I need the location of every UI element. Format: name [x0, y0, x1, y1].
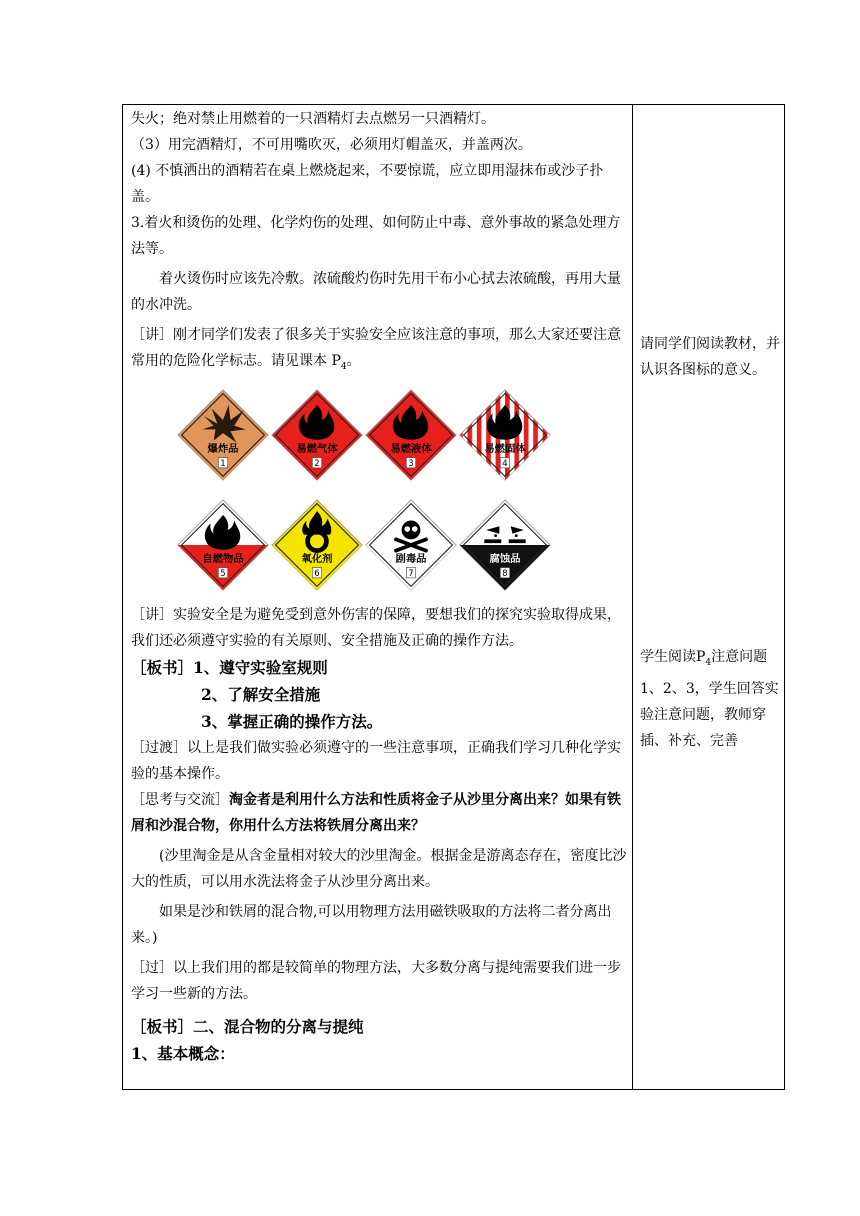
hazard-sign [458, 498, 552, 592]
paragraph: (沙里淘金是从含金量相对较大的沙里淘金。根据金是游离态存在，密度比沙大的性质，可以用水洗法将金子从沙里分离出来。 [131, 847, 627, 890]
hazard-sign [364, 388, 458, 482]
lecture-text: ［讲］刚才同学们发表了很多关于实验安全应该注意的事项，那么大家还要注意常用的危险化学标志。请见课本 P [131, 327, 621, 369]
board-line: 3、掌握正确的操作方法。 [201, 711, 383, 731]
hazard-signs-grid [176, 388, 628, 592]
column-divider [632, 104, 633, 1090]
discussion-paragraph [131, 787, 628, 839]
lecture-paragraph: ［讲］实验安全是为避免受到意外伤害的保障，要想我们的探究实验取得成果，我们还必须遵守实验的有关原则、安全措施及正确的操作方法。 [131, 606, 621, 649]
hazard-sign [270, 388, 364, 482]
lecture-text-end: 。 [346, 353, 361, 369]
svg-text:易燃液体: 易燃液体 [390, 442, 432, 455]
svg-text:4: 4 [502, 457, 508, 468]
svg-text:易燃气体: 易燃气体 [296, 442, 338, 455]
svg-text:易燃固体: 易燃固体 [484, 442, 526, 455]
svg-text:剧毒品: 剧毒品 [395, 552, 427, 565]
svg-text:腐蚀品: 腐蚀品 [489, 552, 521, 565]
hazard-sign [176, 498, 270, 592]
hazard-sign [176, 388, 270, 482]
side-text: 注意问题1、2、3，学生回答实验注意问题，教师穿插、补充、完善 [640, 649, 779, 749]
svg-text:氧化剂: 氧化剂 [301, 552, 333, 565]
paragraph: (4) 不慎洒出的酒精若在桌上燃烧起来，不要惊谎，应立即用湿抹布或沙子扑盖。 [131, 163, 604, 205]
paragraph: 如果是沙和铁屑的混合物,可以用物理方法用磁铁吸取的方法将二者分离出来。) [131, 903, 612, 946]
svg-text:7: 7 [408, 567, 414, 578]
hazard-sign [270, 498, 364, 592]
paragraph: ［过］以上我们用的都是较简单的物理方法，大多数分离与提纯需要我们进一步学习一些新的方法。 [131, 959, 621, 1002]
subscript: 4 [340, 361, 347, 372]
paragraph: 3.着火和烫伤的处理、化学灼伤的处理、如何防止中毒、意外事故的紧急处理方法等。 [131, 215, 621, 257]
side-text: 学生阅读P [640, 649, 706, 665]
paragraph: （3）用完酒精灯，不可用嘴吹灭，必须用灯帽盖灭，并盖两次。 [131, 137, 532, 153]
svg-text:6: 6 [314, 567, 320, 578]
board-line: ［板书］二、混合物的分离与提纯 [131, 1016, 364, 1036]
hazard-sign [458, 388, 552, 482]
svg-text:5: 5 [220, 567, 226, 578]
discussion-tag: ［思考与交流］ [131, 791, 229, 808]
side-note: 请同学们阅读教材，并认识各图标的意义。 [640, 336, 780, 378]
hazard-sign [364, 498, 458, 592]
board-line: 1、基本概念： [131, 1043, 235, 1063]
discussion-question: 淘金者是利用什么方法和性质将金子从沙里分离出来？如果有铁屑和沙混合物，你用什么方法将铁屑分离出来？ [131, 791, 621, 834]
lecture-paragraph [131, 322, 628, 380]
svg-text:2: 2 [314, 457, 320, 468]
main-column [131, 106, 628, 1067]
board-line: ［板书］1、遵守实验室规则 [131, 657, 328, 677]
board-line: 2、了解安全措施 [201, 684, 321, 704]
svg-text:8: 8 [502, 567, 508, 578]
svg-text:3: 3 [408, 457, 414, 468]
paragraph: 失火；绝对禁止用燃着的一只酒精灯去点燃另一只酒精灯。 [131, 111, 495, 127]
side-note [640, 644, 780, 754]
svg-text:1: 1 [220, 457, 226, 468]
subscript: 4 [705, 657, 712, 668]
transition-paragraph: ［过渡］以上是我们做实验必须遵守的一些注意事项，正确我们学习几种化学实验的基本操作。 [131, 739, 621, 782]
svg-text:爆炸品: 爆炸品 [207, 442, 239, 455]
paragraph: 着火烫伤时应该先冷敷。浓硫酸灼伤时先用干布小心拭去浓硫酸，再用大量的水冲洗。 [131, 271, 621, 313]
svg-text:自燃物品: 自燃物品 [202, 552, 244, 565]
